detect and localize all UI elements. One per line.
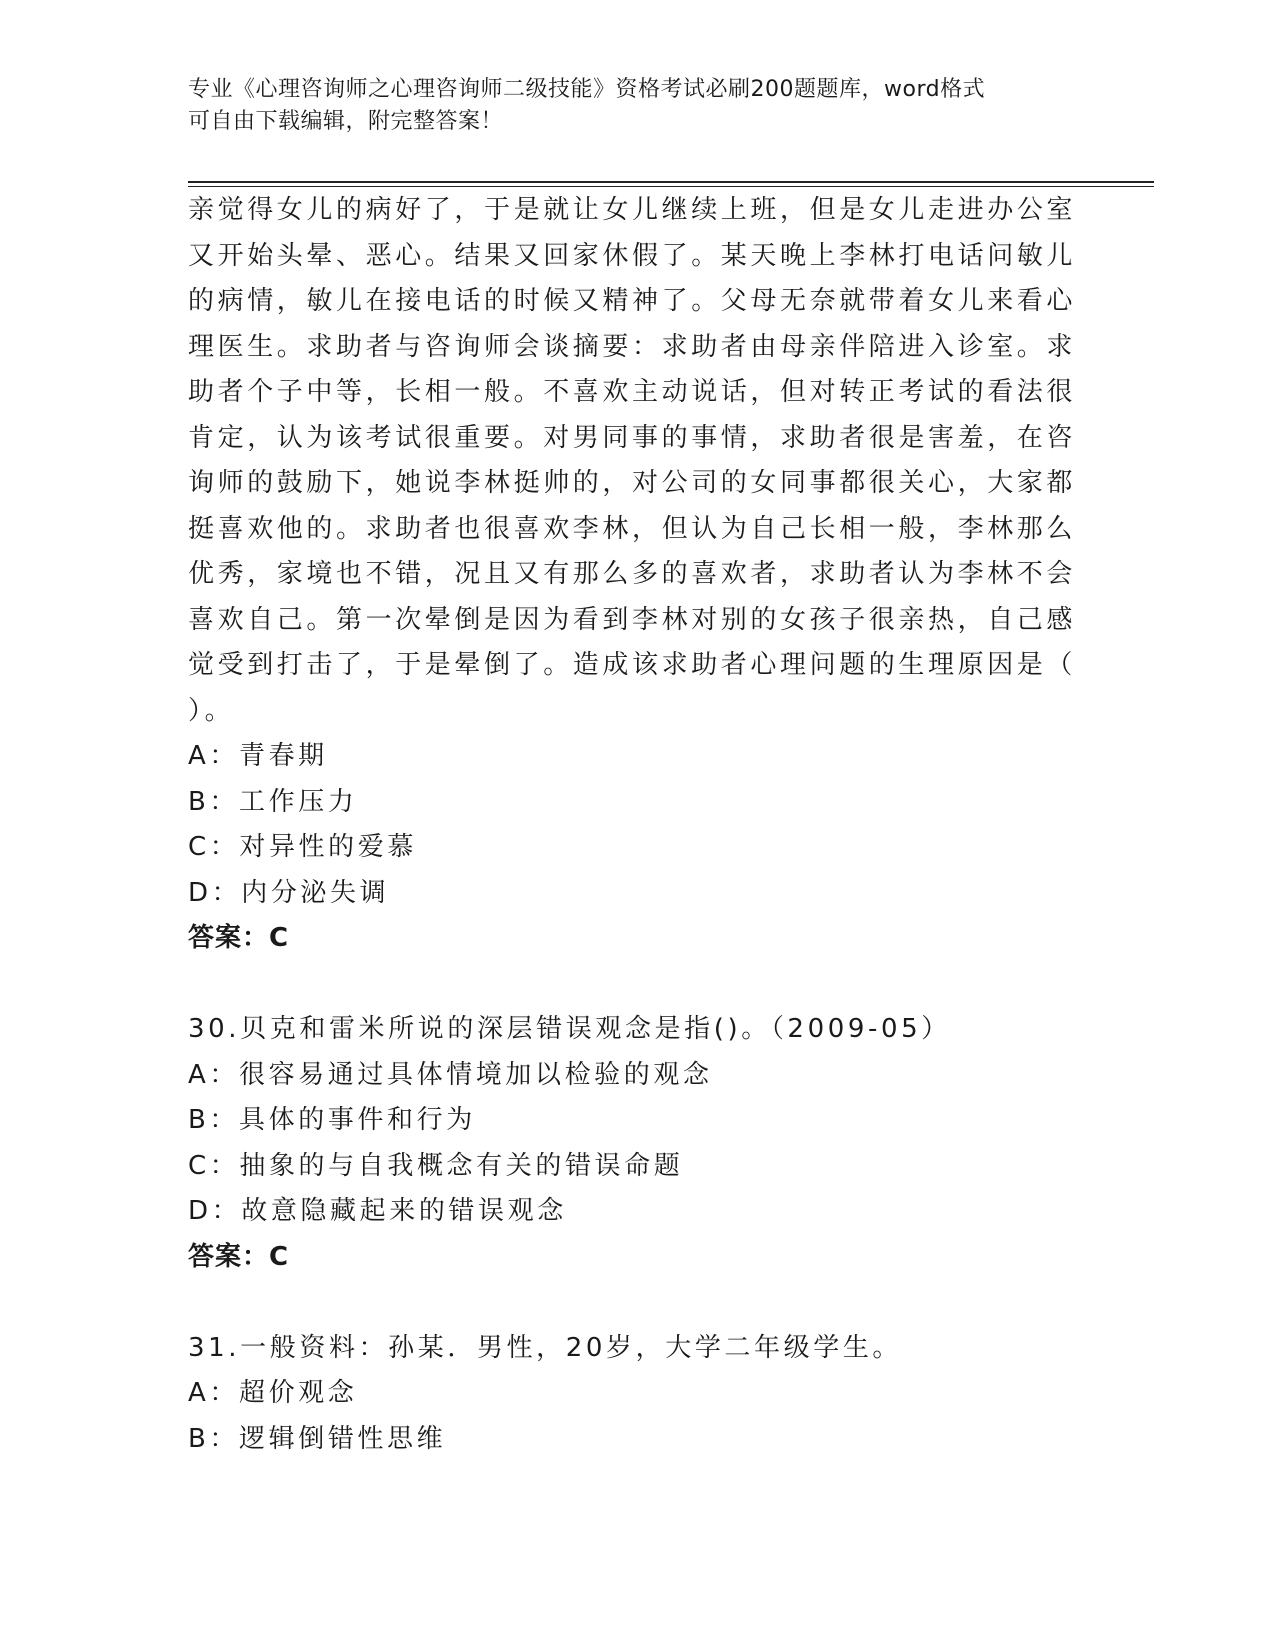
document-header xyxy=(188,74,1068,138)
question-text: 30.贝克和雷米所说的深层错误观念是指()。（2009-05） xyxy=(188,1014,951,1044)
question-30 xyxy=(188,1007,1068,1280)
question-text-line: ）。 xyxy=(188,695,235,726)
spacer xyxy=(188,1280,1068,1326)
answer-label: 答案：C xyxy=(188,923,290,953)
option-a: A：超价观念 xyxy=(188,1378,358,1408)
option-b: B：具体的事件和行为 xyxy=(188,1105,476,1135)
question-text-line: 询师的鼓励下，她说李林挺帅的，对公司的女同事都很关心，大家都 xyxy=(188,468,1077,498)
question-text-line: 又开始头晕、恶心。结果又回家休假了。某天晚上李林打电话问敏儿 xyxy=(188,240,1077,271)
option-b: B：工作压力 xyxy=(188,786,358,817)
question-31 xyxy=(188,1326,1068,1463)
question-text-line: 理医生。求助者与咨询师会谈摘要：求助者由母亲伴陪进入诊室。求 xyxy=(188,331,1077,362)
question-text-line: 喜欢自己。第一次晕倒是因为看到李林对别的女孩子很亲热，自己感 xyxy=(188,604,1077,635)
question-text: 31.一般资料：孙某．男性，20岁，大学二年级学生。 xyxy=(188,1332,903,1363)
header-line-1: 专业《心理咨询师之心理咨询师二级技能》资格考试必刷200题题库，word格式 xyxy=(188,77,986,102)
option-b: B：逻辑倒错性思维 xyxy=(188,1423,447,1454)
option-d: D：内分泌失调 xyxy=(188,877,390,908)
question-text-line: 的病情，敏儿在接电话的时候又精神了。父母无奈就带着女儿来看心 xyxy=(188,286,1077,316)
question-29 xyxy=(188,188,1077,962)
option-d: D：故意隐藏起来的错误观念 xyxy=(188,1196,567,1226)
question-text-line: 肯定，认为该考试很重要。对男同事的事情，求助者很是害羞，在咨 xyxy=(188,422,1077,453)
spacer xyxy=(188,962,1068,1008)
option-c: C：对异性的爱慕 xyxy=(188,832,417,862)
question-text-line: 亲觉得女儿的病好了，于是就让女儿继续上班，但是女儿走进办公室 xyxy=(188,195,1077,225)
document-body xyxy=(188,188,1077,1462)
question-text-line: 助者个子中等，长相一般。不喜欢主动说话，但对转正考试的看法很 xyxy=(188,377,1077,407)
header-rule-thick xyxy=(188,181,1154,183)
question-text-line: 优秀，家境也不错，况且又有那么多的喜欢者，求助者认为李林不会 xyxy=(188,559,1077,589)
option-a: A：青春期 xyxy=(188,741,328,771)
question-text-line: 觉受到打击了，于是晕倒了。造成该求助者心理问题的生理原因是（ xyxy=(188,650,1077,680)
option-c: C：抽象的与自我概念有关的错误命题 xyxy=(188,1150,684,1181)
header-line-2: 可自由下载编辑，附完整答案！ xyxy=(188,109,504,134)
option-a: A：很容易通过具体情境加以检验的观念 xyxy=(188,1059,713,1090)
question-text-line: 挺喜欢他的。求助者也很喜欢李林，但认为自己长相一般，李林那么 xyxy=(188,513,1077,544)
answer-label: 答案：C xyxy=(188,1241,290,1272)
header-rule-thin xyxy=(188,186,1154,187)
